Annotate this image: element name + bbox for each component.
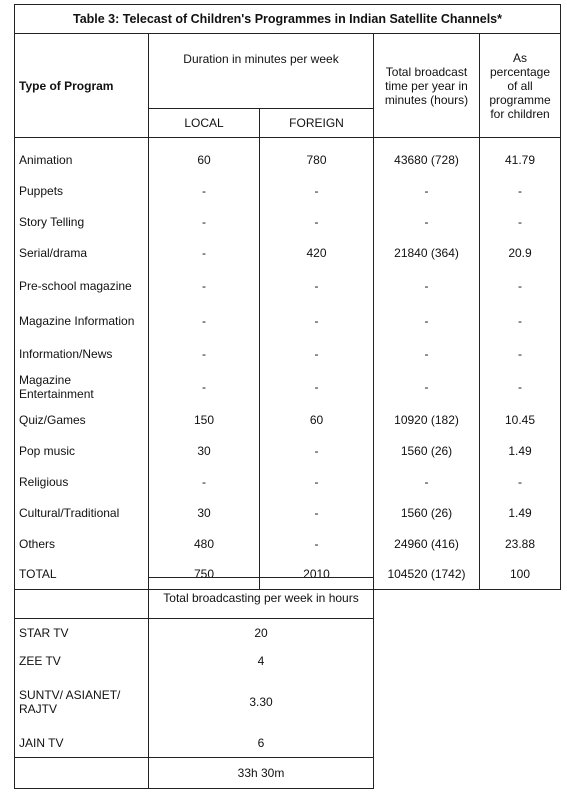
local-cell: - [149, 466, 260, 497]
table-row [15, 675, 374, 729]
total-time-cell: - [374, 268, 480, 303]
percentage-cell: - [480, 175, 561, 206]
table-row [15, 435, 561, 466]
table-row [15, 619, 374, 648]
program-type-cell: Quiz/Games [15, 404, 149, 435]
program-type-cell: Others [15, 528, 149, 559]
channel-hours: 6 [149, 729, 374, 758]
total-time-cell: 43680 (728) [374, 138, 480, 176]
total-time-cell: 104520 (1742) [374, 559, 480, 590]
percentage-cell: 10.45 [480, 404, 561, 435]
percentage-cell: 23.88 [480, 528, 561, 559]
local-cell: - [149, 338, 260, 369]
foreign-cell: - [260, 528, 374, 559]
percentage-cell: - [480, 268, 561, 303]
table-row [15, 175, 561, 206]
foreign-cell: - [260, 497, 374, 528]
local-cell: - [149, 175, 260, 206]
table-row [15, 497, 561, 528]
total-time-cell: - [374, 338, 480, 369]
program-type-cell: Animation [15, 138, 149, 176]
foreign-cell: - [260, 268, 374, 303]
channel-hours: 3.30 [149, 675, 374, 729]
percentage-cell: 1.49 [480, 497, 561, 528]
local-header: LOCAL [149, 109, 260, 138]
type-of-program-header: Type of Program [15, 34, 149, 138]
percentage-cell: 41.79 [480, 138, 561, 176]
local-cell: 30 [149, 497, 260, 528]
program-type-cell: Magazine Information [15, 303, 149, 338]
weekly-total-blank [15, 758, 149, 789]
foreign-cell: - [260, 435, 374, 466]
foreign-cell: - [260, 206, 374, 237]
percentage-cell: 20.9 [480, 237, 561, 268]
table-row [15, 138, 561, 176]
program-type-cell: Story Telling [15, 206, 149, 237]
total-time-cell: 10920 (182) [374, 404, 480, 435]
local-cell: 30 [149, 435, 260, 466]
table-row [15, 729, 374, 758]
percentage-cell: - [480, 369, 561, 404]
table-row [15, 268, 561, 303]
program-type-cell: Religious [15, 466, 149, 497]
percentage-cell: - [480, 206, 561, 237]
percentage-cell: - [480, 303, 561, 338]
table-row [15, 647, 374, 675]
local-cell: - [149, 303, 260, 338]
table-row [15, 338, 561, 369]
channel-name: SUNTV/ ASIANET/ RAJTV [15, 675, 149, 729]
total-time-cell: 21840 (364) [374, 237, 480, 268]
total-time-cell: - [374, 175, 480, 206]
channel-hours: 4 [149, 647, 374, 675]
local-cell: - [149, 268, 260, 303]
total-time-cell: 24960 (416) [374, 528, 480, 559]
duration-header: Duration in minutes per week [149, 34, 374, 109]
percentage-cell: 100 [480, 559, 561, 590]
total-time-cell: - [374, 369, 480, 404]
total-broadcast-header: Total broadcast time per year in minutes (hours) [374, 34, 480, 138]
total-time-cell: - [374, 466, 480, 497]
foreign-cell: 780 [260, 138, 374, 176]
foreign-cell: 2010 [260, 559, 374, 590]
table-row [15, 466, 561, 497]
local-cell: - [149, 206, 260, 237]
table-row [15, 404, 561, 435]
percentage-header: As percentage of all programme for children [480, 34, 561, 138]
percentage-cell: - [480, 338, 561, 369]
table-row [15, 528, 561, 559]
total-time-cell: - [374, 303, 480, 338]
foreign-cell: 60 [260, 404, 374, 435]
program-type-cell: Serial/drama [15, 237, 149, 268]
total-time-cell: 1560 (26) [374, 435, 480, 466]
channel-hours: 20 [149, 619, 374, 648]
program-type-cell: TOTAL [15, 559, 149, 590]
local-cell: - [149, 369, 260, 404]
program-type-cell: Magazine Entertainment [15, 369, 149, 404]
weekly-blank-cell [15, 578, 149, 619]
table-row [15, 303, 561, 338]
local-cell: 60 [149, 138, 260, 176]
program-type-cell: Pre-school magazine [15, 268, 149, 303]
local-cell: 150 [149, 404, 260, 435]
foreign-cell: - [260, 466, 374, 497]
foreign-header: FOREIGN [260, 109, 374, 138]
table-row [15, 237, 561, 268]
channel-name: JAIN TV [15, 729, 149, 758]
channel-name: STAR TV [15, 619, 149, 648]
weekly-broadcast-table [14, 577, 374, 789]
local-cell: 750 [149, 559, 260, 590]
total-time-cell: 1560 (26) [374, 497, 480, 528]
telecast-table [14, 4, 561, 590]
program-type-cell: Pop music [15, 435, 149, 466]
percentage-cell: 1.49 [480, 435, 561, 466]
table-title: Table 3: Telecast of Children's Programmes in Indian Satellite Channels* [15, 5, 561, 34]
channel-name: ZEE TV [15, 647, 149, 675]
foreign-cell: - [260, 175, 374, 206]
program-type-cell: Information/News [15, 338, 149, 369]
percentage-cell: - [480, 466, 561, 497]
table-row [15, 369, 561, 404]
program-type-cell: Cultural/Traditional [15, 497, 149, 528]
local-cell: 480 [149, 528, 260, 559]
foreign-cell: 420 [260, 237, 374, 268]
foreign-cell: - [260, 338, 374, 369]
table-row [15, 206, 561, 237]
total-time-cell: - [374, 206, 480, 237]
weekly-total: 33h 30m [149, 758, 374, 789]
foreign-cell: - [260, 303, 374, 338]
program-type-cell: Puppets [15, 175, 149, 206]
weekly-header: Total broadcasting per week in hours [149, 578, 374, 619]
foreign-cell: - [260, 369, 374, 404]
local-cell: - [149, 237, 260, 268]
